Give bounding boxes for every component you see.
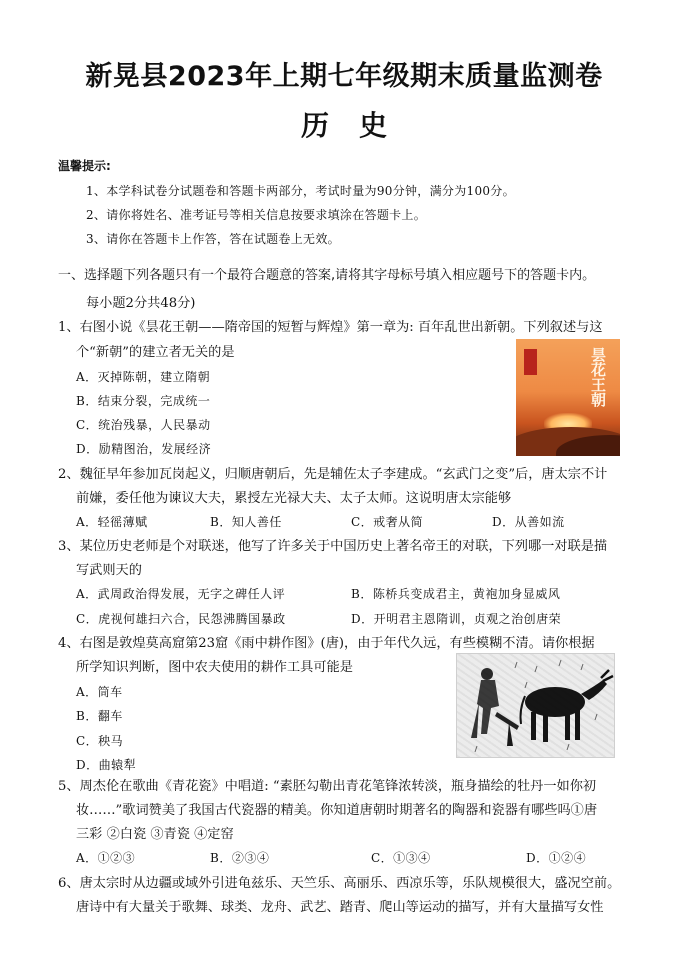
question-3-option: D．开明君主恩隋训，贞观之治创唐荣: [351, 612, 562, 626]
question-5-option: C．①③④: [371, 851, 431, 865]
cover-red-tag: [524, 349, 537, 375]
question-5-line: 三彩 ②白瓷 ③青瓷 ④定窑: [76, 827, 234, 842]
question-3-line: 3、某位历史老师是个对联迷，他写了许多关于中国历史上著名帝王的对联，下列哪一对联是描: [58, 539, 608, 554]
tip-item: 3、请你在答题卡上作答，答在试题卷上无效。: [86, 232, 340, 246]
farming-painting-image: [456, 653, 615, 758]
book-cover-image: [516, 339, 620, 456]
question-2-option: A．轻徭薄赋: [76, 515, 148, 529]
question-5-line: 妆……”歌词赞美了我国古代瓷器的精美。你知道唐朝时期著名的陶器和瓷器有哪些吗①唐: [76, 803, 598, 818]
question-1-option: C．统治残暴，人民暴动: [76, 418, 211, 432]
question-2-option: D．从善如流: [492, 515, 565, 529]
question-1-option: A．灭掉陈朝，建立隋朝: [76, 370, 211, 384]
question-5-option: B．②③④: [210, 851, 270, 865]
question-2-line: 前嫌，委任他为谏议大夫，累授左光禄大夫、太子太师。这说明唐太宗能够: [76, 491, 512, 506]
painting-texture: [457, 654, 614, 757]
question-1-option: D．励精图治，发展经济: [76, 442, 212, 456]
question-5-line: 5、周杰伦在歌曲《青花瓷》中唱道: “素胚勾勒出青花笔锋浓转淡，瓶身描绘的牡丹一如你初: [58, 779, 597, 794]
question-3-line: 写武则天的: [76, 563, 142, 578]
question-4-option: C．秧马: [76, 734, 124, 748]
question-1-option: B．结束分裂，完成统一: [76, 394, 211, 408]
tip-item: 2、请你将姓名、准考证号等相关信息按要求填涂在答题卡上。: [86, 208, 427, 222]
question-4-option: A．筒车: [76, 685, 123, 699]
question-4-line: 所学知识判断，图中农夫使用的耕作工具可能是: [76, 660, 353, 675]
question-3-option: B．陈桥兵变成君主，黄袍加身显威风: [351, 587, 561, 601]
section-note: 每小题2分共48分): [86, 296, 196, 311]
question-1-line: 1、右图小说《昙花王朝——隋帝国的短暂与辉煌》第一章为: 百年乱世出新朝。下列叙述与这: [58, 320, 603, 335]
question-6-line: 6、唐太宗时从边疆或域外引进龟兹乐、天竺乐、高丽乐、西凉乐等，乐队规模很大，盛况空前。: [58, 876, 621, 891]
question-4-option: B．翻车: [76, 709, 123, 723]
question-2-line: 2、魏征早年参加瓦岗起义，归顺唐朝后，先是辅佐太子李建成。“玄武门之变”后，唐太宗不计: [58, 467, 608, 482]
exam-subject: 历史: [300, 109, 417, 142]
question-5-option: D．①②④: [526, 851, 587, 865]
question-2-option: B．知人善任: [210, 515, 282, 529]
question-6-line: 唐诗中有大量关于歌舞、球类、龙舟、武艺、踏青、爬山等运动的描写，并有大量描写女性: [76, 900, 604, 915]
question-3-option: C．虎视何雄扫六合，民怨沸腾国暴政: [76, 612, 286, 626]
tip-item: 1、本学科试卷分试题卷和答题卡两部分，考试时量为90分钟，满分为100分。: [86, 184, 515, 198]
question-4-line: 4、右图是敦煌莫高窟第23窟《雨中耕作图》(唐)，由于年代久远，有些模糊不清。请你根据: [58, 636, 595, 651]
exam-title: 新晃县2023年上期七年级期末质量监测卷: [85, 61, 603, 92]
cover-title: 昙花王朝: [589, 347, 607, 407]
question-5-option: A．①②③: [76, 851, 136, 865]
question-2-option: C．戒奢从简: [351, 515, 424, 529]
question-4-option: D．曲辕犁: [76, 758, 137, 772]
tips-heading: 温馨提示:: [58, 159, 111, 173]
question-1-line: 个“新朝”的建立者无关的是: [76, 345, 235, 360]
question-3-option: A．武周政治得发展，无字之碑任人评: [76, 587, 286, 601]
section-heading: 一、选择题下列各题只有一个最符合题意的答案,请将其字母标号填入相应题号下的答题卡内。: [58, 268, 596, 283]
